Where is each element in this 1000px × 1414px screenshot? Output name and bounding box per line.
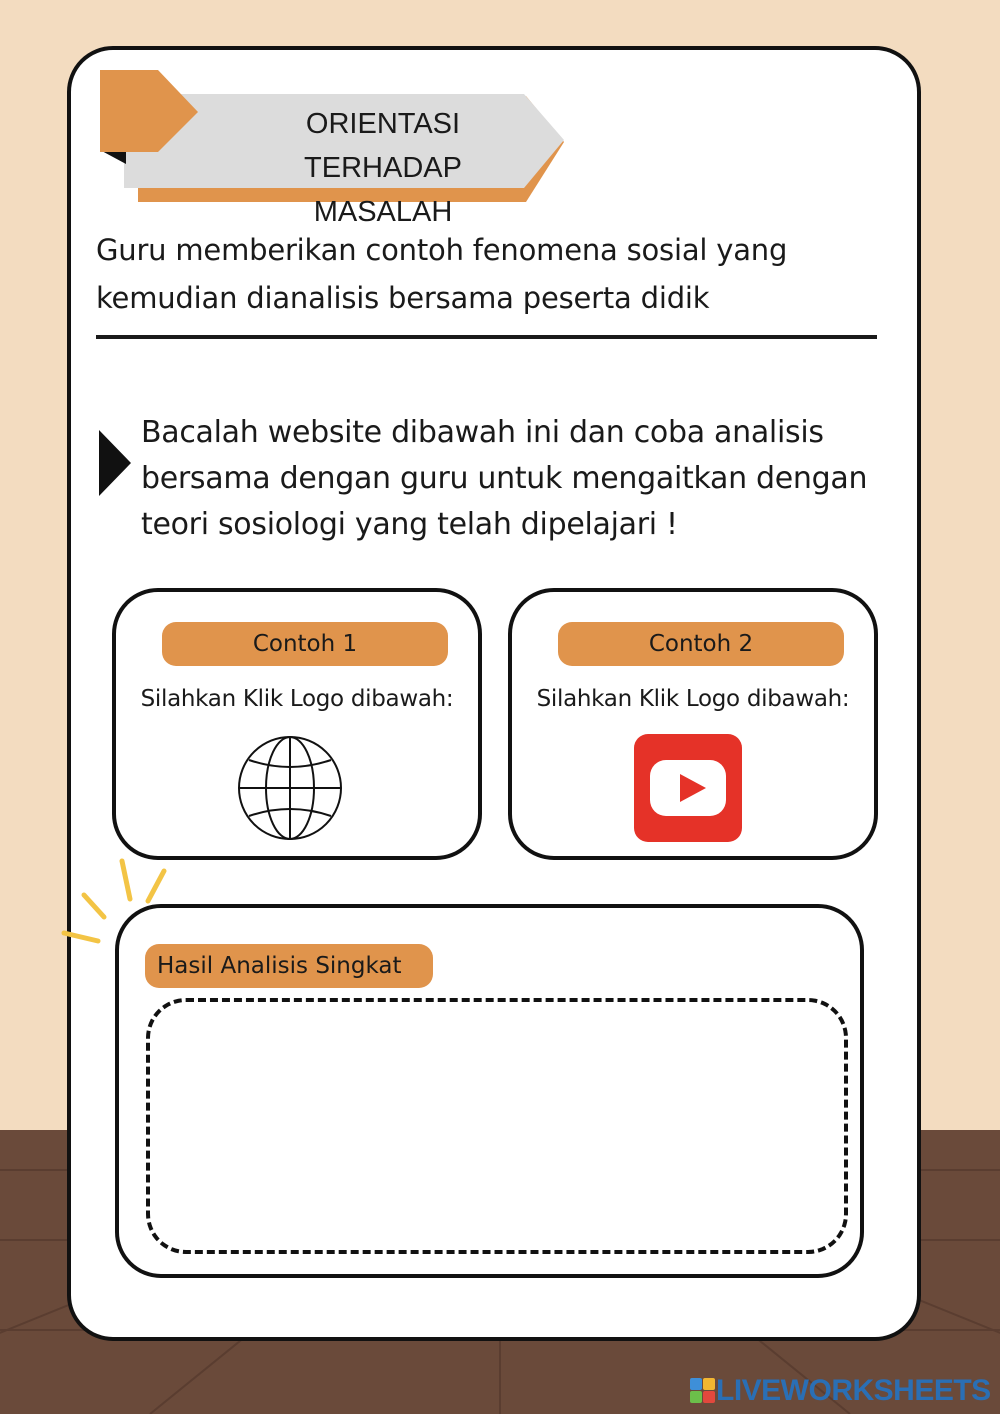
example-hint-1: Silahkan Klik Logo dibawah: — [140, 686, 454, 712]
instruction-text: Bacalah website dibawah ini dan coba analisis bersama dengan guru untuk mengaitkan dengan teori sosiologi yang telah dipelajari ! — [141, 415, 868, 542]
example-card-2 — [508, 588, 878, 860]
liveworksheets-mark-icon — [690, 1378, 716, 1404]
section-title: ORIENTASI TERHADAP MASALAH — [304, 108, 462, 228]
example-label-1: Contoh 1 — [162, 622, 448, 666]
play-triangle-icon — [97, 428, 133, 502]
intro-text: Guru memberikan contoh fenomena sosial yang kemudian dianalisis bersama peserta didik — [96, 233, 788, 315]
example-card-1 — [112, 588, 482, 860]
globe-icon[interactable] — [236, 734, 344, 846]
brand-name: LIVEWORKSHEETS — [716, 1374, 991, 1407]
example-hint-2: Silahkan Klik Logo dibawah: — [536, 686, 850, 712]
section-banner — [98, 68, 568, 228]
analysis-answer-field[interactable] — [146, 998, 848, 1254]
result-card — [115, 904, 864, 1278]
section-divider — [96, 335, 877, 339]
youtube-icon[interactable] — [634, 734, 742, 842]
result-label: Hasil Analisis Singkat — [145, 944, 433, 988]
example-label-2: Contoh 2 — [558, 622, 844, 666]
